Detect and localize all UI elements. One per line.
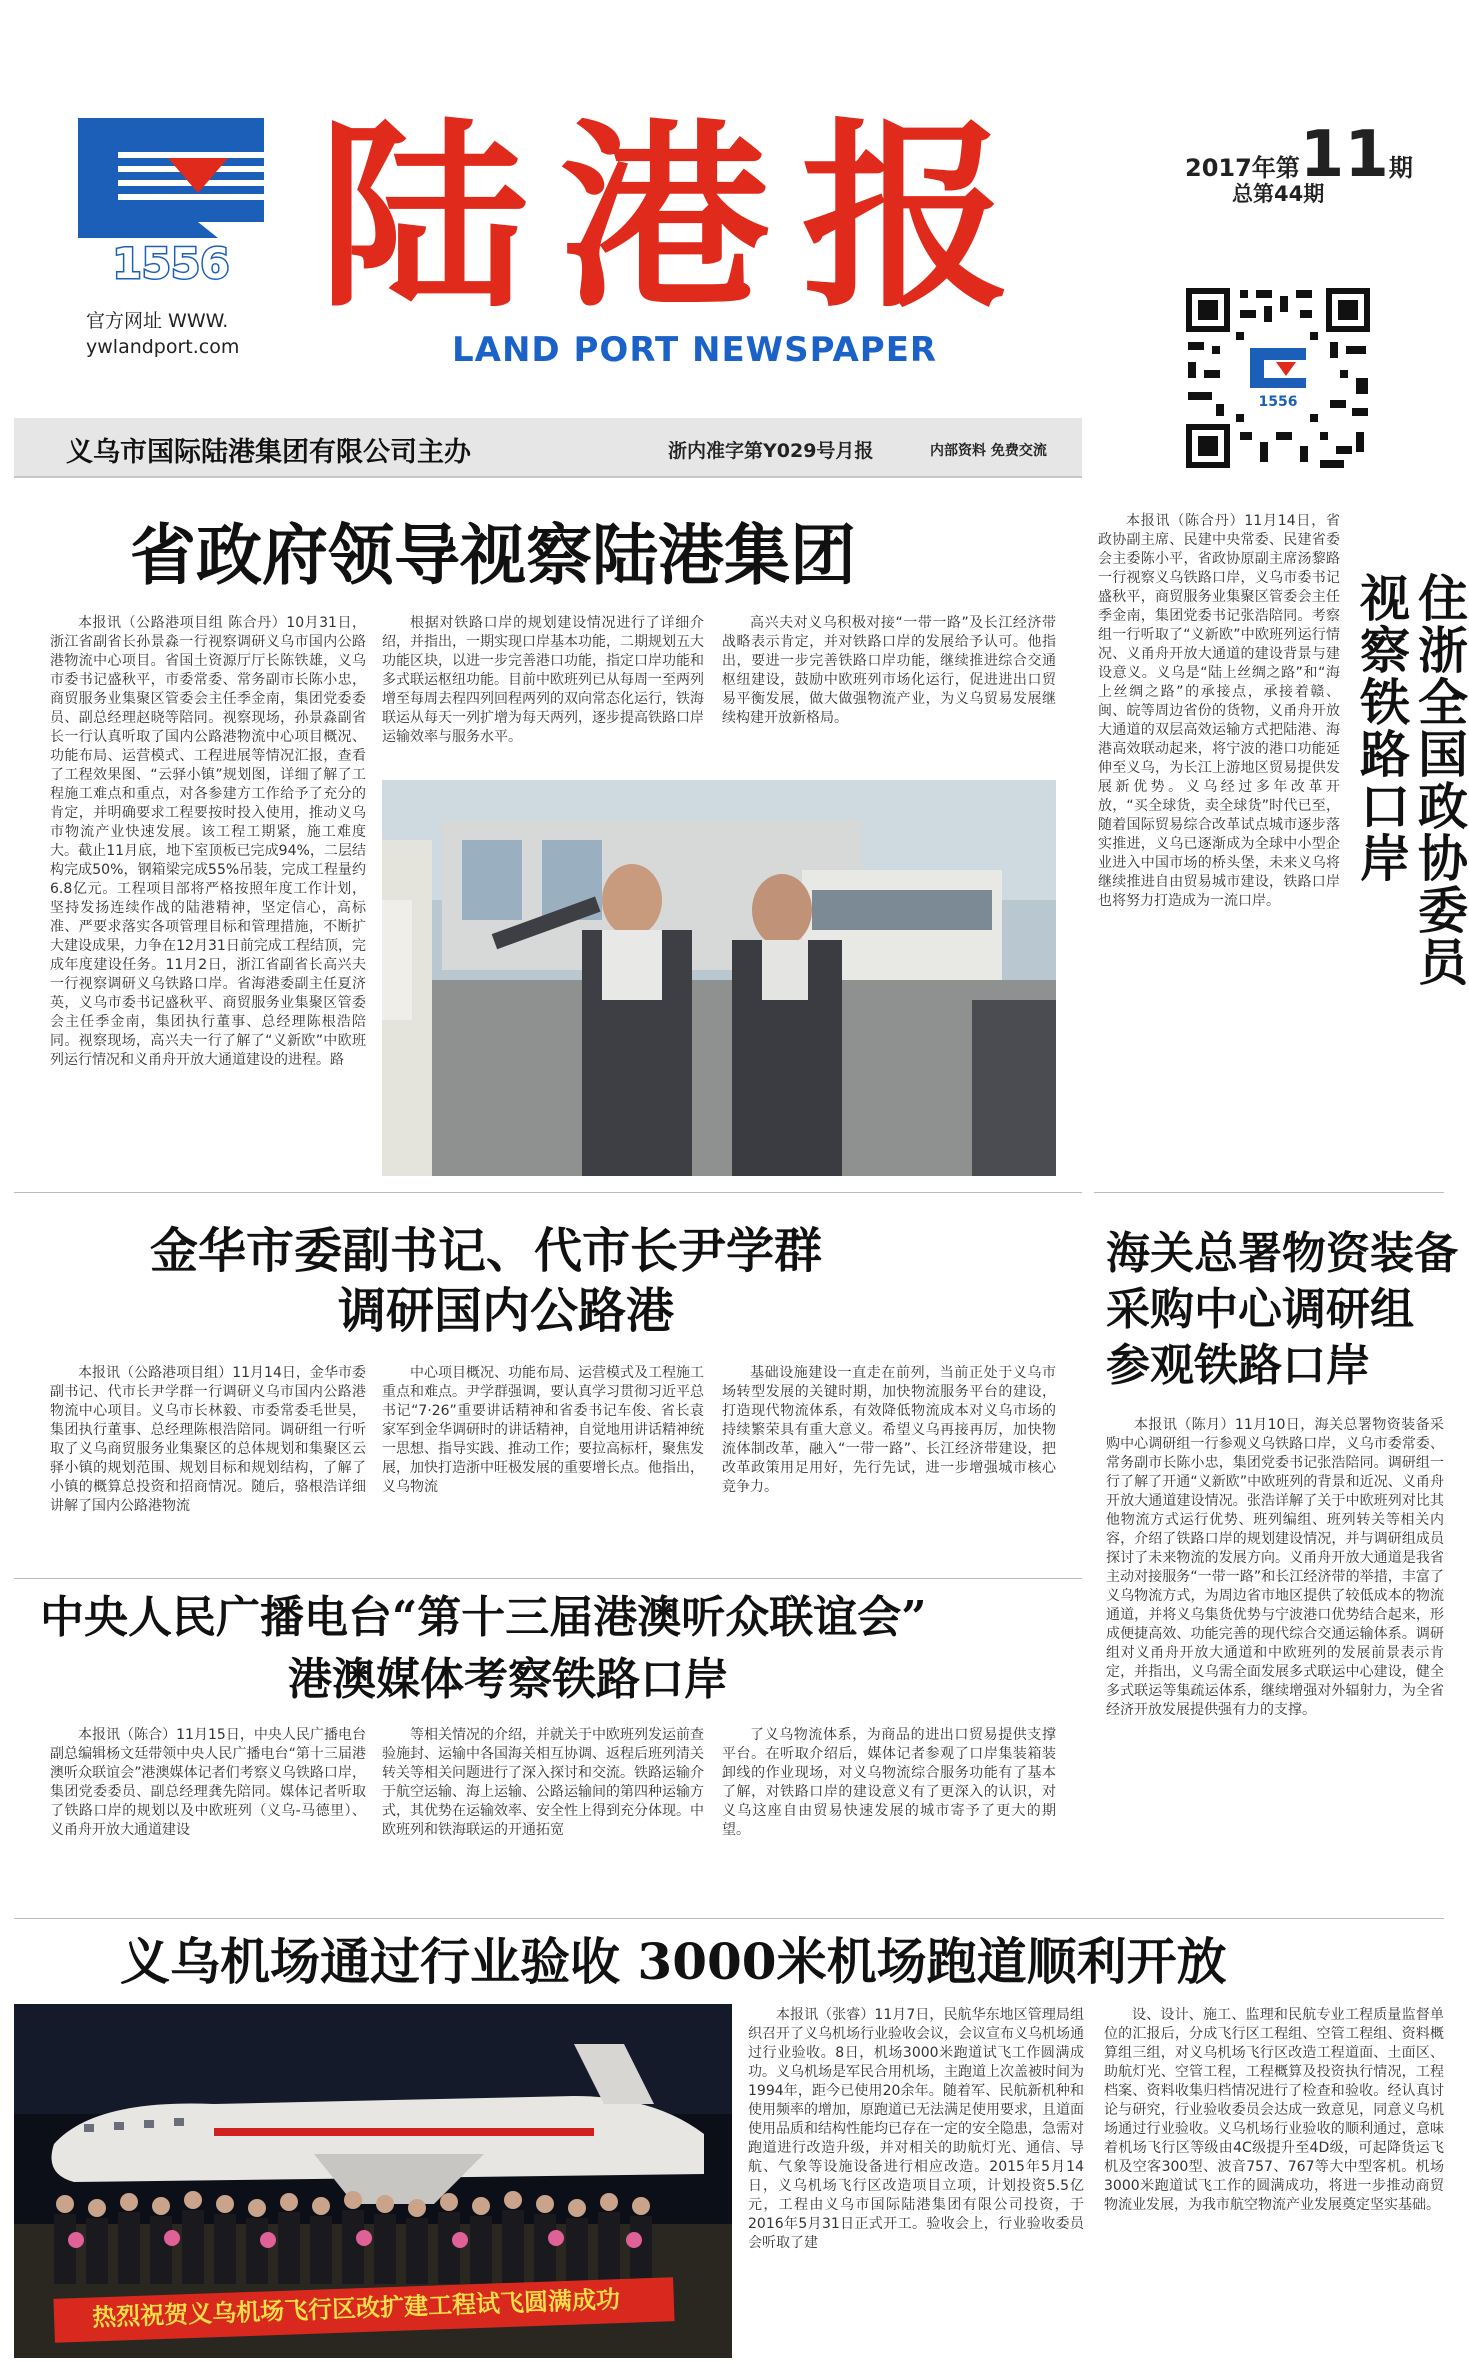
photo-inspection xyxy=(382,780,1056,1176)
site-url[interactable]: ywlandport.com xyxy=(86,336,240,358)
logo-number: 1556 xyxy=(112,239,230,288)
a4-body xyxy=(1106,1416,1444,1906)
permit-text: 浙内准字第Y029号月报 xyxy=(668,440,874,462)
qr-code[interactable] xyxy=(1180,282,1376,474)
headline-a6: 义乌机场通过行业验收 3000米机场跑道顺利开放 xyxy=(120,1932,1227,1991)
a5-col1-text: 本报讯（陈合）11月15日，中央人民广播电台副总编辑杨文廷带领中央人民广播电台“第十三届港澳听众联谊会”港澳媒体记者们考察义乌铁路口岸，集团党委委员、副总经理龚先陪同。媒体记者听取了铁路口岸的规划以及中欧班列（义乌-马德里）、义甬舟开放大通道建设 xyxy=(50,1727,366,1838)
masthead-title: 陆港报 xyxy=(318,100,1043,335)
headline-a3-line2: 调研国内公路港 xyxy=(338,1283,675,1339)
a3-col3 xyxy=(722,1364,1056,1574)
a5-col3 xyxy=(722,1726,1056,1918)
a6-col2-text: 设、设计、施工、监理和民航专业工程质量监督单位的汇报后，分成飞行区工程组、空管工程组、资料概算组三组，对义乌机场飞行区改造工程道面、土面区、助航灯光、空管工程，工程概算及投资执行情况，工程档案、资料收集归档情况进行了检查和验收。经认真讨论与研究，行业验收委员会达成一致意见，同意义乌机场通过行业验收。义乌机场行业验收的顺利通过，意味着机场飞行区等级由4C级提升至4D级，可起降货运飞机及空客300型、波音757、767等大中型客机。机场3000米跑道试飞工作的圆满成功，将进一步推动商贸物流业发展，为我市航空物流产业发展奠定坚实基础。 xyxy=(1104,2007,1444,2213)
site-label: 官方网址 WWW. xyxy=(86,310,229,332)
a5-col2 xyxy=(382,1726,704,1918)
a3-col2-text: 中心项目概况、功能布局、运营模式及工程施工重点和难点。尹学群强调，要认真学习贯彻习近平总书记“7·26”重要讲话精神和省委书记车俊、省长袁家军到金华调研时的讲话精神，自觉地用讲话精神统一思想、指导实践、推动工作；要拉高标杆，聚焦发展，加快打造浙中旺极发展的重要增长点。他指出，义乌物流 xyxy=(382,1365,704,1495)
a5-col3-text: 了义乌物流体系，为商品的进出口贸易提供支撑平台。在听取介绍后，媒体记者参观了口岸集装箱装卸线的作业现场，对义乌物流综合服务功能有了基本了解，对铁路口岸的建设意义有了更深入的认识，对义乌这座自由贸易快速发展的城市寄予了更大的期望。 xyxy=(722,1727,1056,1838)
divider-2 xyxy=(1094,1192,1444,1193)
a1-col2 xyxy=(382,614,704,766)
headline-a1: 省政府领导视察陆港集团 xyxy=(130,516,856,594)
photo-banner-text: 热烈祝贺义乌机场飞行区改扩建工程试飞圆满成功 xyxy=(91,2284,621,2332)
site-address xyxy=(86,308,239,360)
headline-a2: 住浙全国政协委员视察铁路口岸 xyxy=(1352,572,1469,988)
headline-a4-line1: 海关总署物资装备 xyxy=(1106,1228,1458,1279)
photo-airport xyxy=(14,2004,732,2358)
a1-col3-text: 高兴夫对义乌积极对接“一带一路”及长江经济带战略表示肯定，并对铁路口岸的发展给予认可。他指出，要进一步完善铁路口岸功能，继续推进综合交通枢纽建设，鼓励中欧班列市场化运行，促进进出口贸易平衡发展，做大做强物流产业，为义乌贸易发展继续构建开放新格局。 xyxy=(722,615,1056,726)
divider-1 xyxy=(14,1192,1082,1193)
a3-col1 xyxy=(50,1364,366,1574)
a3-col1-text: 本报讯（公路港项目组）11月14日，金华市委副书记、代市长尹学群一行调研义乌市国内公路港物流中心项目。义乌市长林毅、市委常委毛世昊，集团执行董事、总经理陈根浩陪同。调研组一行听取了义乌商贸服务业集聚区的总体规划和集聚区云驿小镇的规划范围、规划目标和规划结构，了解了小镇的概算总投资和招商情况。随后，骆根浩详细讲解了国内公路港物流 xyxy=(50,1365,366,1514)
issue-prefix: 2017年第 xyxy=(1185,154,1300,182)
headline-a5-line2: 港澳媒体考察铁路口岸 xyxy=(288,1654,728,1705)
a2-body-text: 本报讯（陈合丹）11月14日，省政协副主席、民建中央常委、民建省委会主委陈小平，省政协原副主席汤黎路一行视察义乌铁路口岸，义乌市委书记盛秋平，商贸服务业集聚区管委会主任季金南，集团党委书记张浩陪同。考察组一行听取了“义新欧”中欧班列运行情况、义甬舟开放大通道的建设背景与建设意义。义乌是“陆上丝绸之路”和“海上丝绸之路”的承接点，承接着赣、闽、皖等周边省份的货物，义甬舟开放大通道的双层高效运输方式把陆港、海港高效联动起来，将宁波的港口功能延伸至义乌，为长江上游地区贸易提供发展新优势。义乌经过多年改革开放，“买全球货，卖全球货”时代已至，随着国际贸易综合改革试点城市逐步落实推进，义乌已逐渐成为全球中小型企业进入中国市场的桥头堡，未来义乌将继续推进自由贸易城市建设，铁路口岸也将努力打造成为一流口岸。 xyxy=(1098,513,1340,909)
a6-col1-text: 本报讯（张睿）11月7日，民航华东地区管理局组织召开了义乌机场行业验收会议，会议宣布义乌机场通过行业验收。8日，机场3000米跑道试飞工作圆满成功。义乌机场是军民合用机场，主跑道上次盖被时间为1994年，距今已使用20余年。随着军、民航新机种和使用频率的增加，原跑道已无法满足使用要求，且道面使用品质和结构性能均已存在一定的安全隐患，急需对跑道进行改造升级，并对相关的助航灯光、通信、导航、气象等设施设备进行相应改造。2015年5月14日，义乌机场飞行区改造项目立项，计划投资5.5亿元，工程由义乌市国际陆港集团有限公司投资，于2016年5月31日正式开工。验收会上，行业验收委员会听取了建 xyxy=(748,2007,1084,2251)
company-logo xyxy=(78,118,264,288)
headline-a4-line2: 采购中心调研组 xyxy=(1106,1284,1414,1335)
a1-col1 xyxy=(50,614,366,1178)
qr-label: 1556 xyxy=(1258,394,1298,410)
a6-col1 xyxy=(748,2006,1084,2358)
headline-a3-line1: 金华市委副书记、代市长尹学群 xyxy=(150,1223,823,1279)
issue-suffix: 期 xyxy=(1388,154,1413,182)
a1-col1-text: 本报讯（公路港项目组 陈合丹）10月31日，浙江省副省长孙景淼一行视察调研义乌市国内公路港物流中心项目。省国土资源厅厅长陈铁雄，义乌市委书记盛秋平，市委常委、常务副市长陈小忠，商贸服务业集聚区管委会主任季金南，集团党委委员、副总经理赵晓等陪同。视察现场，孙景淼副省长一行认真听取了国内公路港物流中心项目概况、功能布局、运营模式、工程进展等情况汇报，查看了工程效果图、“云驿小镇”规划图，详细了解了工程施工难点和重点，对各参建方工作给予了充分的肯定，并明确要求工程要按时投入使用，推动义乌市物流产业快速发展。该工程工期紧，施工难度大。截止11月底，地下室顶板已完成94%，二层结构完成50%，钢箱梁完成55%吊装，完成工程量约6.8亿元。工程项目部将严格按照年度工作计划，坚持发扬连续作战的陆港精神，坚定信心，高标准、严要求落实各项管理目标和管理措施，不断扩大建设成果，力争在12月31日前完成工程结顶，完成年度建设任务。11月2日，浙江省副省长高兴夫一行视察调研义乌铁路口岸。省海港委副主任夏济英，义乌市委书记盛秋平、商贸服务业集聚区管委会主任季金南，集团执行董事、总经理陈根浩陪同。视察现场，高兴夫一行了解了“义新欧”中欧班列运行情况和义甬舟开放大通道建设的进程。路 xyxy=(50,615,366,1068)
a5-col1 xyxy=(50,1726,366,1918)
headline-a5-line1: 中央人民广播电台“第十三届港澳听众联谊会” xyxy=(40,1592,927,1643)
a1-col2-text: 根据对铁路口岸的规划建设情况进行了详细介绍，并指出，一期实现口岸基本功能，二期规划五大功能区块，以进一步完善港口功能，指定口岸功能和多式联运枢纽功能。目前中欧班列已从每周一至两列增至每周去程四列回程两列的双向常态化运行，铁海联运从每天一列扩增为每天两列，逐步提高铁路口岸运输效率与服务水平。 xyxy=(382,615,704,745)
a6-col2 xyxy=(1104,2006,1444,2358)
total-issue: 总第44期 xyxy=(1232,182,1325,206)
a5-col2-text: 等相关情况的介绍，并就关于中欧班列发运前查验施封、运输中各国海关相互协调、返程后班列清关转关等相关问题进行了深入探讨和交流。铁路运输介于航空运输、海上运输、公路运输间的第四种运输方式，其优势在运输效率、安全性上得到充分体现。中欧班列和铁海联运的开通拓宽 xyxy=(382,1727,704,1838)
a1-col3 xyxy=(722,614,1056,766)
issue-number: 11 xyxy=(1299,118,1389,192)
a3-col3-text: 基础设施建设一直走在前列，当前正处于义乌市场转型发展的关键时期，加快物流服务平台的建设，打造现代物流体系，有效降低物流成本对义乌市场的持续繁荣具有重大意义。希望义乌再接再厉，加快物流体制改革，融入“一带一路”、长江经济带建设，把改革政策用足用好，先行先试，进一步增强城市核心竞争力。 xyxy=(722,1365,1056,1495)
a4-body-text: 本报讯（陈月）11月10日，海关总署物资装备采购中心调研组一行参观义乌铁路口岸，义乌市委常委、常务副市长陈小忠，集团党委书记张浩陪同。调研组一行了解了开通“义新欧”中欧班列的背景和近况、义甬舟开放大通道建设情况。张浩详解了关于中欧班列对比其他物流方式运行优势、班列编组、班列转关等相关内容，介绍了铁路口岸的规划建设情况，并与调研组成员探讨了未来物流的发展方向。义甬舟开放大通道是我省主动对接服务“一带一路”和长江经济带的举措，丰富了义乌物流方式，为周边省市地区提供了较低成本的物流通道，并将义乌集货优势与宁波港口优势结合起来，形成便捷高效、功能完善的现代综合交通运输体系。调研组对义甬舟开放大通道和中欧班列的发展前景表示肯定，并指出，义乌需全面发展多式联运中心建设，健全多式联运等集疏运体系，继续增强对外辐射力，为全省经济开放发展提供强有力的支撑。 xyxy=(1106,1417,1444,1718)
sponsor-banner xyxy=(14,418,1082,478)
masthead-title-en: LAND PORT NEWSPAPER xyxy=(452,330,938,370)
a2-body-part1 xyxy=(1098,512,1340,1040)
divider-3 xyxy=(14,1578,1082,1579)
divider-4 xyxy=(14,1918,1444,1919)
a3-col2 xyxy=(382,1364,704,1574)
free-note: 内部资料 免费交流 xyxy=(930,443,1047,459)
headline-a4-line3: 参观铁路口岸 xyxy=(1106,1340,1370,1391)
sponsor-text: 义乌市国际陆港集团有限公司主办 xyxy=(66,437,471,468)
